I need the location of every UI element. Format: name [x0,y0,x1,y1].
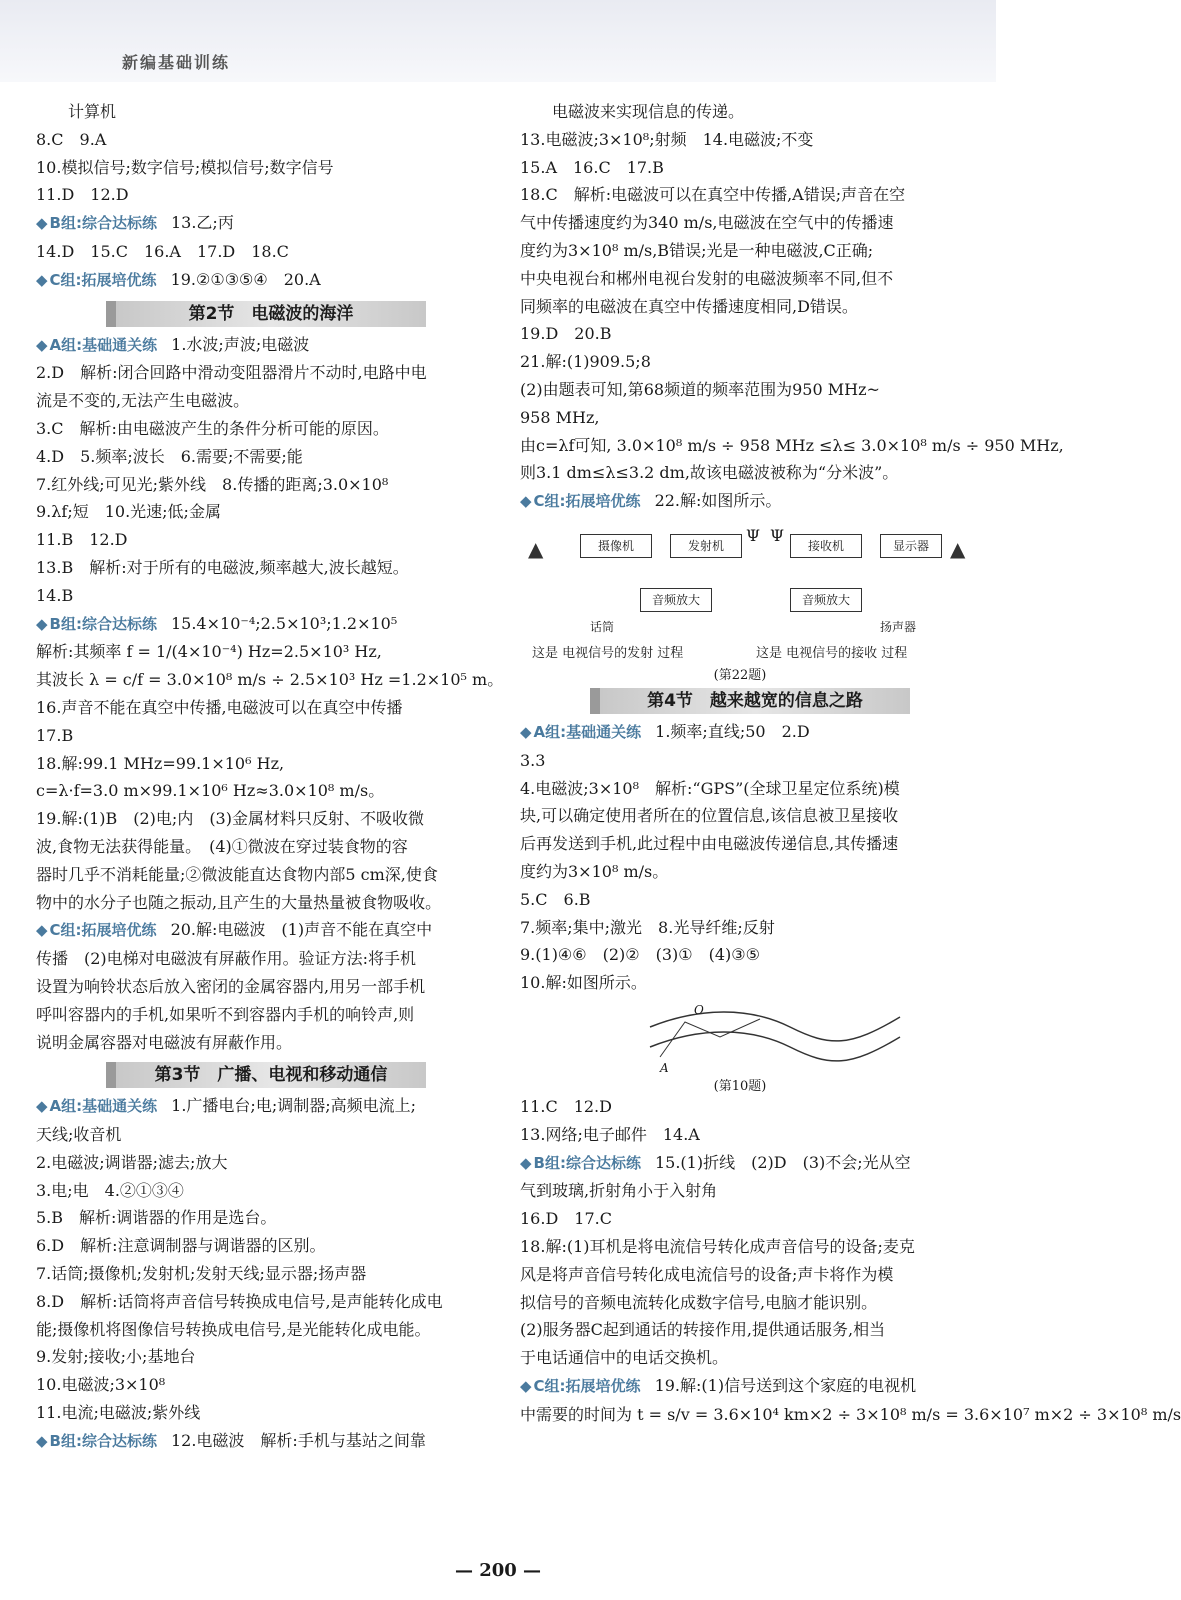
answer-line [36,638,506,666]
answer-line [520,265,990,293]
answer-text: 物中的水分子也随之振动,且产生的大量热量被食物吸收。 [36,892,442,912]
answer-text: 14.B [36,585,74,605]
answer-line [36,331,506,360]
answer-line [520,1261,990,1289]
page-header [0,0,996,82]
section-title: 第2节 电磁波的海洋 [106,301,426,327]
answer-text: 于电话通信中的电话交换机。 [520,1348,729,1368]
fiber-diagram [520,997,960,1073]
answer-text: 2.D 解析:闭合回路中滑动变阻器滑片不动时,电路中电 [36,363,427,383]
group-label: ◆ C组:拓展培优练 [36,921,157,939]
tx-process-label: 这是 电视信号的发射 过程 [532,645,684,661]
answer-line [36,526,506,554]
answer-line [520,154,990,182]
answer-line [36,750,506,778]
answer-line [36,126,506,154]
answer-line [520,181,990,209]
camera-box: 摄像机 [580,534,652,558]
answer-text: 说明金属容器对电磁波有屏蔽作用。 [36,1032,293,1052]
answer-line [36,181,506,209]
answer-text: 19.②①③⑤④ 20.A [170,269,321,289]
answer-line [36,610,506,639]
answer-text: 9.发射;接收;小;基地台 [36,1347,196,1367]
answer-line [520,376,990,404]
point-o-label: O [694,1002,704,1017]
answer-line [520,432,1064,460]
answer-text: 7.话筒;摄像机;发射机;发射天线;显示器;扬声器 [36,1264,367,1284]
answer-text: 18.C 解析:电磁波可以在真空中传播,A错误;声音在空 [520,185,906,205]
answer-line [520,1205,990,1233]
answer-text: 中需要的时间为 t = s/v = 3.6×10⁴ km×2 ÷ 3×10⁸ m/s = 3.6×10⁷ m×2 ÷ 3×10⁸ m/s [520,1404,1181,1424]
figure-caption: (第10题) [713,1078,767,1094]
answer-line [36,1177,506,1205]
answer-line [520,775,990,803]
answer-text: 11.C 12.D [520,1096,612,1116]
answer-text: 7.频率;集中;激光 8.光导纤维;反射 [520,917,775,937]
answer-line [36,582,506,610]
answer-text: 度约为3×10⁸ m/s,B错误;光是一种电磁波,C正确; [520,240,874,260]
answer-text: 1.广播电台;电;调制器;高频电流上; [171,1096,416,1116]
answer-line [520,886,990,914]
answer-line [36,833,506,861]
answer-text: 11.D 12.D [36,185,129,205]
answer-line [36,209,506,238]
answer-line [36,387,506,415]
page-number: — 200 — [454,1560,542,1581]
answer-text: 13.电磁波;3×10⁸;射频 14.电磁波;不变 [520,129,814,149]
answer-text: 14.D 15.C 16.A 17.D 18.C [36,241,289,261]
answer-line [36,945,506,973]
answer-line [36,266,506,295]
answer-line [36,1149,506,1177]
answer-line [520,459,990,487]
answer-text: 10.解:如图所示。 [520,973,647,993]
answer-text: 度约为3×10⁸ m/s。 [520,861,669,881]
answer-text: 风是将声音信号转化成电流信号的设备;声卡将作为模 [520,1264,894,1284]
answer-text: 2.电磁波;调谐器;滤去;放大 [36,1152,228,1172]
right-column [520,98,1181,1428]
answer-text: 由c=λf可知, 3.0×10⁸ m/s ÷ 958 MHz ≤λ≤ 3.0×10⁸ m/s ÷ 950 MHz, [520,435,1064,455]
answer-line [36,1288,506,1316]
answer-line [520,1289,990,1317]
answer-text: 12.电磁波 解析:手机与基站之间靠 [170,1430,426,1450]
answer-text: 958 MHz, [520,407,600,427]
answer-text: 1.频率;直线;50 2.D [655,721,810,741]
answer-text: 流是不变的,无法产生电磁波。 [36,391,250,411]
group-label: ◆ B组:综合达标练 [36,1432,157,1450]
group-label: ◆ C组:拓展培优练 [520,1377,641,1395]
answer-line [520,1149,990,1178]
answer-text: 15.A 16.C 17.B [520,157,664,177]
answer-line [36,98,506,126]
answer-text: 电磁波来实现信息的传递。 [552,102,745,121]
antenna-icon: Ψ [746,525,761,545]
group-label: ◆ A组:基础通关练 [36,1097,157,1115]
answer-text: 10.电磁波;3×10⁸ [36,1375,166,1395]
group-label: ◆ B组:综合达标练 [520,1154,641,1172]
answer-line [36,916,506,945]
answer-text: 10.模拟信号;数字信号;模拟信号;数字信号 [36,157,334,177]
answer-line [36,498,506,526]
answer-text: 20.解:电磁波 (1)声音不能在真空中 [170,920,433,940]
answer-line [36,1371,506,1399]
answer-text: 7.红外线;可见光;紫外线 8.传播的距离;3.0×10⁸ [36,474,389,494]
answer-text: 块,可以确定使用者所在的位置信息,该信息被卫星接收 [520,806,899,826]
answer-line [520,487,990,516]
answer-line [520,98,990,126]
answer-line [36,443,506,471]
answer-line [36,1001,506,1029]
receiver-box: 接收机 [790,534,862,558]
answer-text: 器时几乎不消耗能量;②微波能直达食物内部5 cm深,使食 [36,864,438,884]
group-label: ◆ B组:综合达标练 [36,615,157,633]
answer-text: 则3.1 dm≤λ≤3.2 dm,故该电磁波被称为“分米波”。 [520,463,899,483]
rx-process-label: 这是 电视信号的接收 过程 [756,645,908,661]
answer-text: (2)由题表可知,第68频道的频率范围为950 MHz~ [520,379,880,399]
book-logo: 新编基础训练 [122,53,231,72]
figure-10 [520,997,990,1093]
answer-text: 18.解:(1)耳机是将电流信号转化成声音信号的设备;麦克 [520,1236,915,1256]
group-label: ◆ A组:基础通关练 [520,723,641,741]
amp-box-rx: 音频放大 [790,588,862,612]
answer-line [36,777,506,805]
answer-text: 13.网络;电子邮件 14.A [520,1124,700,1144]
tree-icon: ▲ [950,536,966,561]
answer-text: 气到玻璃,折射角小于入射角 [520,1181,718,1201]
left-column [36,98,506,1456]
point-a-label: A [660,1060,669,1075]
answer-text: 解析:其频率 f = 1/(4×10⁻⁴) Hz=2.5×10³ Hz, [36,642,382,662]
answer-text: 8.C 9.A [36,129,107,149]
answer-text: 3.C 解析:由电磁波产生的条件分析可能的原因。 [36,418,389,438]
answer-text: 4.D 5.频率;波长 6.需要;不需要;能 [36,446,303,466]
answer-line [520,802,990,830]
answer-line [520,1233,990,1261]
answer-line [520,1177,990,1205]
answer-line [520,209,990,237]
answer-line [520,1316,990,1344]
answer-text: 5.C 6.B [520,889,591,909]
answer-line [520,348,990,376]
answer-line [36,973,506,1001]
answer-line [36,238,506,266]
answer-text: (2)服务器C起到通话的转接作用,提供通话服务,相当 [520,1320,886,1340]
answer-text: 19.D 20.B [520,324,612,344]
answer-line [36,694,506,722]
display-box: 显示器 [880,534,942,558]
answer-text: 传播 (2)电梯对电磁波有屏蔽作用。验证方法:将手机 [36,949,417,969]
answer-line [520,404,990,432]
section-title: 第3节 广播、电视和移动通信 [106,1062,426,1088]
answer-line [520,914,990,942]
answer-text: 5.B 解析:调谐器的作用是选台。 [36,1208,277,1228]
answer-text: 18.解:99.1 MHz=99.1×10⁶ Hz, [36,753,285,773]
answer-text: 中央电视台和郴州电视台发射的电磁波频率不同,但不 [520,268,894,288]
answer-text: 同频率的电磁波在真空中传播速度相同,D错误。 [520,296,858,316]
answer-line [36,666,506,694]
answer-line [36,154,506,182]
answer-line [36,1029,506,1057]
group-label: ◆ C组:拓展培优练 [520,492,641,510]
answer-text: 9.(1)④⑥ (2)② (3)① (4)③⑤ [520,945,760,965]
answer-text: 19.解:(1)B (2)电;内 (3)金属材料只反射、不吸收微 [36,809,424,829]
answer-line [36,1121,506,1149]
answer-line [36,415,506,443]
answer-line [36,1092,506,1121]
answer-text: 13.乙;丙 [170,213,234,233]
answer-line [520,1121,990,1149]
answer-text: 天线;收音机 [36,1125,122,1145]
figure-caption: (第22题) [713,667,767,683]
answer-text: 6.D 解析:注意调制器与调谐器的区别。 [36,1236,326,1256]
answer-line [36,1232,506,1260]
answer-text: 21.解:(1)909.5;8 [520,352,651,372]
answer-text: 19.解:(1)信号送到这个家庭的电视机 [654,1375,917,1395]
answer-line [36,359,506,387]
answer-line [36,889,506,917]
answer-text: 1.水波;声波;电磁波 [171,334,310,354]
answer-line [520,830,990,858]
answer-text: 11.电流;电磁波;紫外线 [36,1403,201,1423]
answer-line [520,858,990,886]
answer-text: 16.D 17.C [520,1209,612,1229]
answer-text: 13.B 解析:对于所有的电磁波,频率越大,波长越短。 [36,557,409,577]
answer-text: 拟信号的音频电流转化成数字信号,电脑才能识别。 [520,1292,878,1312]
answer-line [520,293,990,321]
answer-text: 其波长 λ = c/f = 3.0×10⁸ m/s ÷ 2.5×10³ Hz =1.2×10⁵ m。 [36,670,504,690]
answer-line [36,554,506,582]
answer-line [520,126,990,154]
answer-text: 8.D 解析:话筒将声音信号转换成电信号,是声能转化成电 [36,1291,443,1311]
answer-text: 16.声音不能在真空中传播,电磁波可以在真空中传播 [36,697,403,717]
answer-text: 17.B [36,725,74,745]
answer-text: 波,食物无法获得能量。 (4)①微波在穿过装食物的容 [36,836,408,856]
transmitter-box: 发射机 [670,534,742,558]
answer-line [36,722,506,750]
answer-text: 设置为响铃状态后放入密闭的金属容器内,用另一部手机 [36,976,426,996]
group-label: ◆ A组:基础通关练 [36,336,157,354]
answer-line [520,1344,990,1372]
answer-text: 后再发送到手机,此过程中由电磁波传递信息,其传播速 [520,834,899,854]
answer-line [36,1316,506,1344]
answer-line [36,861,506,889]
answer-line [520,969,990,997]
answer-line [36,805,506,833]
answer-line [36,1399,506,1427]
answer-line [520,1372,990,1401]
answer-text: 15.(1)折线 (2)D (3)不会;光从空 [654,1152,911,1172]
group-label: ◆ B组:综合达标练 [36,214,157,232]
answer-line [520,718,990,747]
answer-line [36,1204,506,1232]
answer-text: 9.λf;短 10.光速;低;金属 [36,502,221,522]
answer-line [520,941,990,969]
answer-line [520,1401,1181,1429]
answer-line [36,1427,506,1456]
answer-line [36,1260,506,1288]
answer-line [520,237,990,265]
figure-22 [520,522,990,682]
answer-text: 11.B 12.D [36,530,128,550]
answer-text: 15.4×10⁻⁴;2.5×10³;1.2×10⁵ [170,613,398,633]
speaker-label: 扬声器 [880,619,917,634]
answer-text: 能;摄像机将图像信号转换成电信号,是光能转化成电能。 [36,1319,431,1339]
answer-line [520,747,990,775]
answer-text: c=λ·f=3.0 m×99.1×10⁶ Hz≈3.0×10⁸ m/s。 [36,781,385,801]
antenna-icon: Ψ [770,525,785,545]
answer-text: 3.3 [520,750,546,770]
answer-text: 4.电磁波;3×10⁸ 解析:“GPS”(全球卫星定位系统)模 [520,778,900,798]
tree-icon: ▲ [528,536,544,561]
answer-text: 22.解:如图所示。 [654,491,782,511]
answer-line [36,1343,506,1371]
answer-text: 呼叫容器内的手机,如果听不到容器内手机的响铃声,则 [36,1004,415,1024]
answer-text: 气中传播速度约为340 m/s,电磁波在空气中的传播速 [520,213,894,233]
answer-text: 计算机 [68,102,117,121]
answer-line [36,471,506,499]
amp-box-tx: 音频放大 [640,588,712,612]
answer-text: 3.电;电 4.②①③④ [36,1180,184,1200]
group-label: ◆ C组:拓展培优练 [36,271,157,289]
answer-line [520,320,990,348]
mic-label: 话筒 [590,619,615,634]
section-title: 第4节 越来越宽的信息之路 [590,688,910,714]
